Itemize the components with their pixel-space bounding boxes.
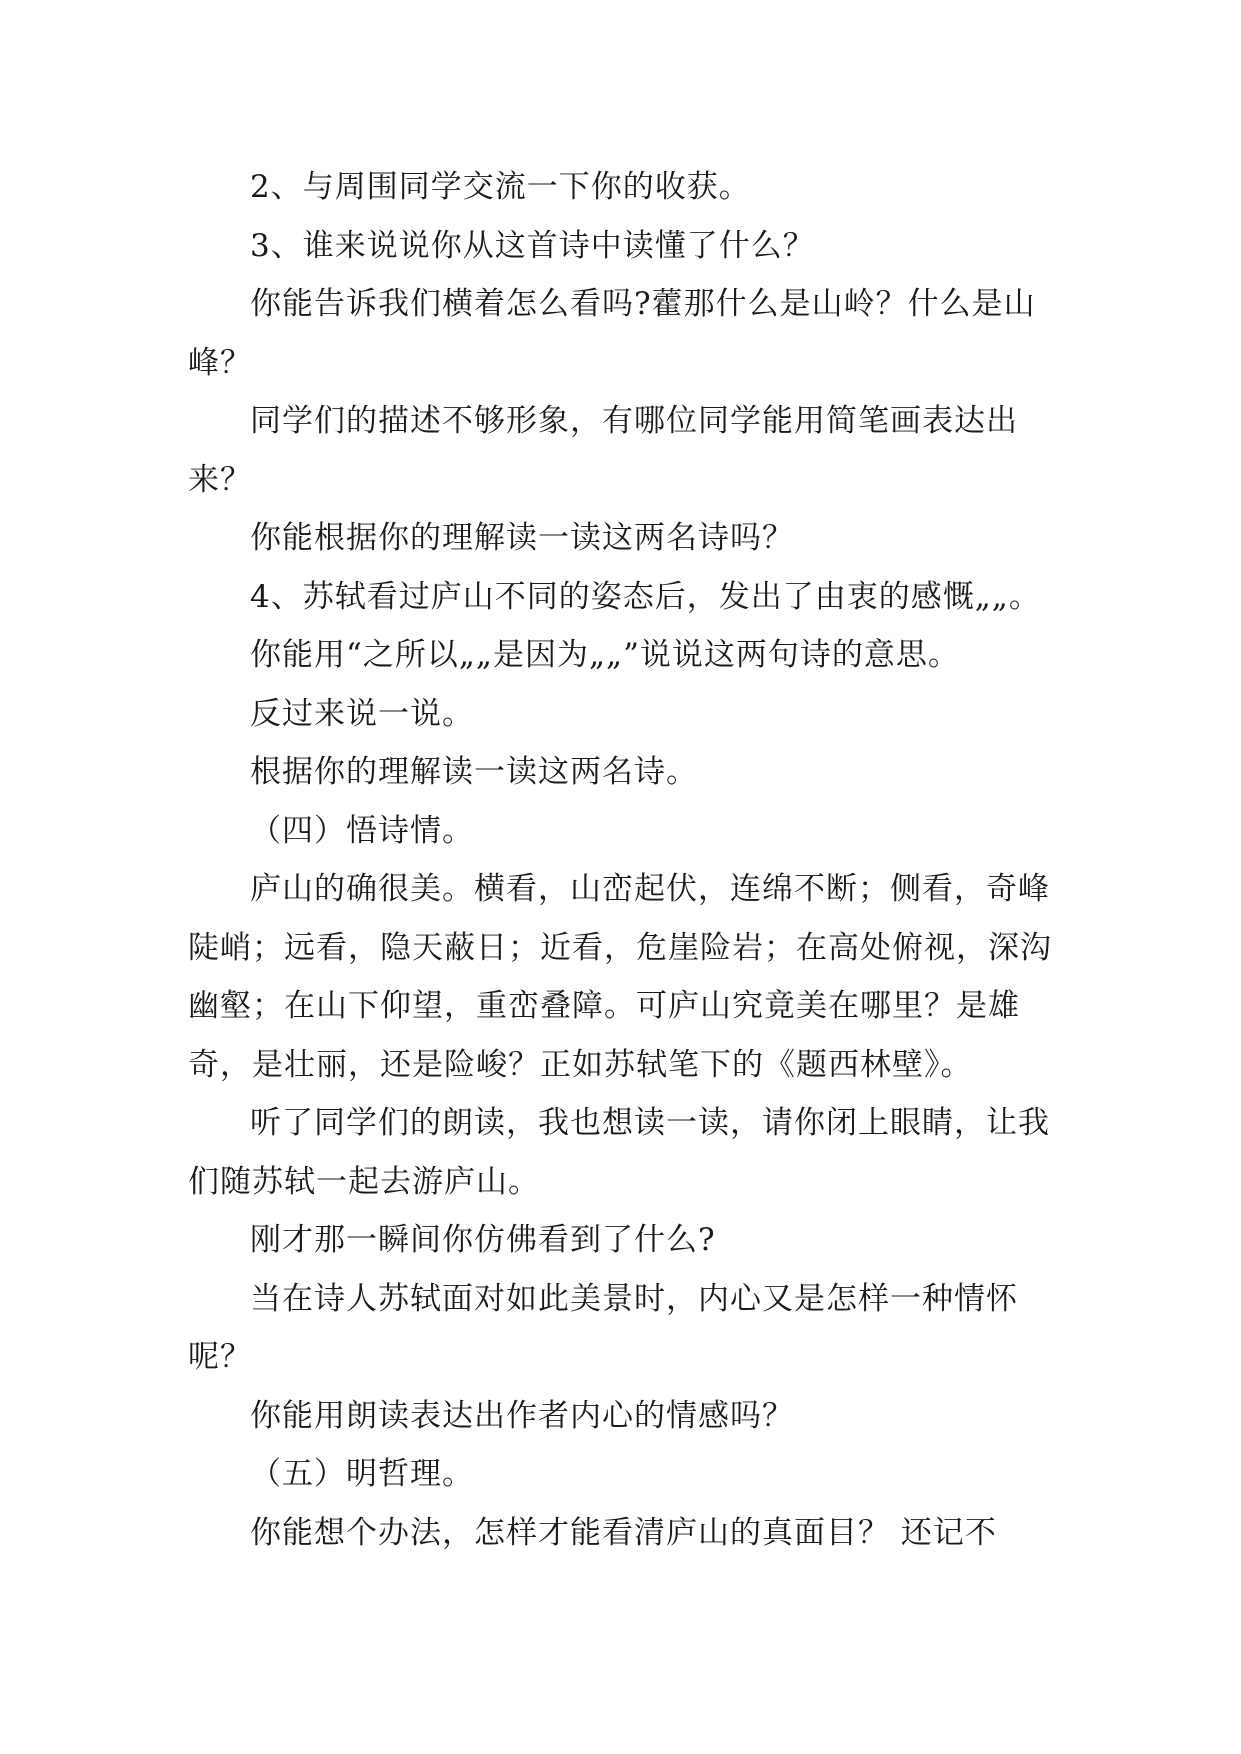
paragraph: 听了同学们的朗读，我也想读一读，请你闭上眼睛，让我们随苏轼一起去游庐山。: [188, 1105, 1050, 1200]
paragraph: 庐山的确很美。横看，山峦起伏，连绵不断；侧看，奇峰陡峭；远看，隐天蔽日；近看，危崖险岩；在高处俯视，深沟幽壑；在山下仰望，重峦叠障。可庐山究竟美在哪里？是雄奇，是壮丽，还是险峻？正如苏轼笔下的《题西林壁》。: [188, 871, 1052, 1083]
paragraph: 反过来说一说。: [250, 695, 474, 732]
document-body: [188, 158, 1066, 1562]
paragraph: 根据你的理解读一读这两名诗。: [250, 754, 698, 790]
paragraph: 4、苏轼看过庐山不同的姿态后，发出了由衷的感慨„„。: [250, 578, 1041, 615]
paragraph: 你能告诉我们横着怎么看吗?藿那什么是山岭？什么是山峰？: [188, 286, 1036, 381]
paragraph: 刚才那一瞬间你仿佛看到了什么?: [250, 1222, 716, 1258]
paragraph: 当在诗人苏轼面对如此美景时，内心又是怎样一种情怀呢？: [188, 1280, 1018, 1375]
paragraph: 你能用朗读表达出作者内心的情感吗？: [250, 1397, 794, 1434]
paragraph: 你能想个办法，怎样才能看清庐山的真面目？ 还记不: [250, 1514, 997, 1551]
paragraph: 你能用“之所以„„是因为„„”说说这两句诗的意思。: [250, 637, 960, 673]
paragraph: 同学们的描述不够形象，有哪位同学能用简笔画表达出来？: [188, 403, 1018, 498]
section-heading: （四）悟诗情。: [250, 812, 474, 849]
section-heading: （五）明哲理。: [250, 1456, 474, 1492]
paragraph: 2、与周围同学交流一下你的收获。: [250, 169, 751, 205]
paragraph: 3、谁来说说你从这首诗中读懂了什么？: [250, 227, 815, 264]
paragraph: 你能根据你的理解读一读这两名诗吗？: [250, 520, 794, 556]
